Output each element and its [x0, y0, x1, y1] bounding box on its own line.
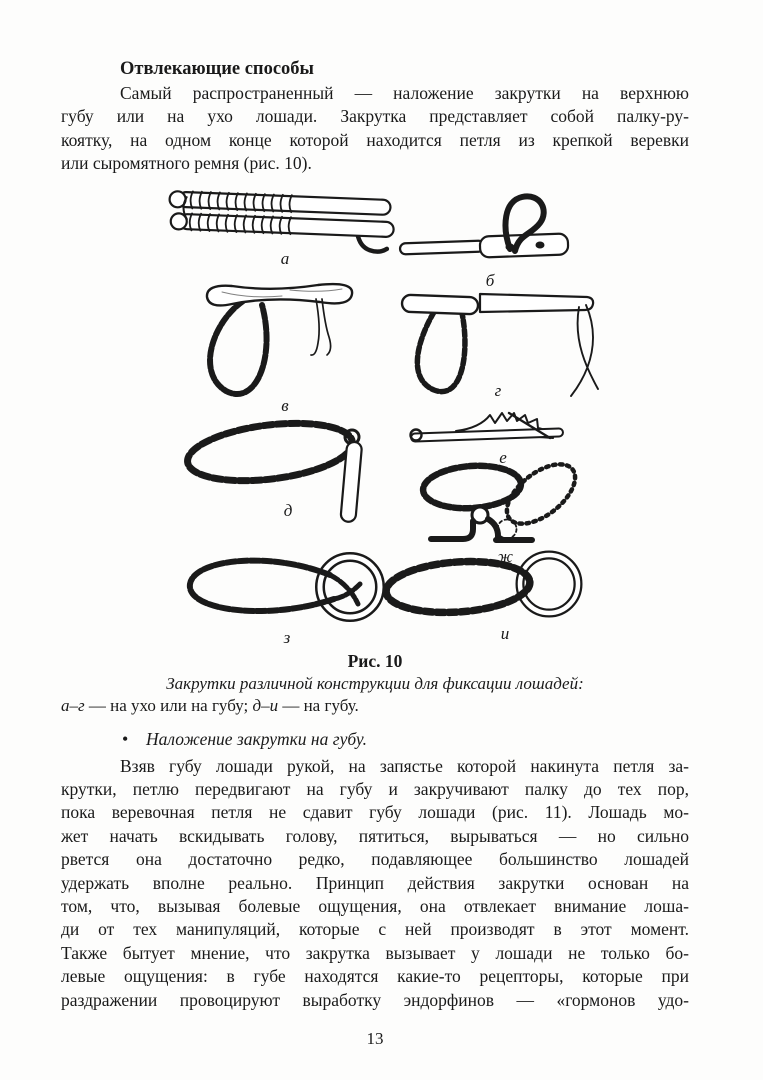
figure-label-g: г: [494, 380, 502, 400]
paragraph-line: ди от тех манипуляций, которые с ней производят в этот момент.: [61, 919, 689, 940]
twitch-v-drawing: [207, 284, 352, 394]
paragraph-line: раздражении провоцируют выработку эндорфинов — «гормонов удо-: [61, 989, 689, 1010]
figure-label-zh: ж: [497, 546, 513, 566]
paragraph-line: коятку, на одном конце которой находится петля из крепкой веревки: [61, 129, 689, 150]
figure-label-d: д: [283, 500, 293, 520]
legend-range-1: а–г: [61, 695, 85, 715]
figure-label-z: з: [283, 627, 291, 647]
twitch-a-drawing: [168, 190, 395, 252]
paragraph-line: жет начать вскидывать голову, пятиться, вырываться — но сильно: [61, 825, 689, 846]
figure-label-a: а: [280, 248, 290, 268]
figure-title: Рис. 10: [347, 650, 403, 671]
figure-label-e: е: [499, 447, 507, 467]
paragraph-line: том, что, вызывая болевые ощущения, она отвлекает внимание лоша-: [61, 896, 689, 917]
legend-text-1: — на ухо или на губу;: [84, 695, 253, 715]
legend-range-2: д–и: [252, 695, 279, 715]
figure-label-b: б: [485, 270, 495, 290]
figure-10: [61, 176, 689, 650]
paragraph-line: пока веревочная петля не сдавит губу лошади (рис. 11). Лошадь мо-: [61, 802, 689, 823]
figure-subtitle: Закрутки различной конструкции для фиксации лошадей:: [166, 673, 584, 693]
bullet-icon: •: [122, 728, 129, 749]
paragraph-line: Самый распространенный — наложение закрутки на верхнюю: [120, 83, 689, 103]
legend-text-2: — на губу.: [278, 695, 359, 715]
paragraph-2: [61, 755, 689, 1012]
paragraph-line: левые ощущения: в губе находятся какие-то рецепторы, которые при: [61, 966, 689, 987]
page-number: 13: [366, 1029, 384, 1049]
paragraph-line: Взяв губу лошади рукой, на запястье которой накинута петля за-: [120, 755, 689, 776]
paragraph-line: рвется она достаточно редко, подавляющее большинство лошадей: [61, 849, 689, 870]
twitch-z-drawing: [190, 557, 380, 617]
twitch-d-drawing: [184, 415, 362, 522]
section-heading: Отвлекающие способы: [120, 59, 314, 79]
paragraph-line: удержать вполне реально. Принцип действия закрутки основан на: [61, 872, 689, 893]
twitch-b-drawing: [400, 196, 569, 257]
paragraph-line: губу или на ухо лошади. Закрутка представляет собой палку-ру-: [61, 106, 689, 127]
bullet-item-label: Наложение закрутки на губу.: [146, 728, 367, 749]
bullet-item: [61, 727, 689, 751]
paragraph-line: или сыромятного ремня (рис. 10).: [61, 153, 312, 174]
paragraph-line: Также бытует мнение, что закрутка вызывает у лошади не только бо-: [61, 942, 689, 963]
paragraph-1: [61, 82, 689, 176]
figure-label-v: в: [281, 395, 289, 415]
page-content: [61, 0, 689, 1050]
twitch-i-drawing: [384, 555, 578, 617]
twitch-e-drawing: [411, 413, 564, 442]
figure-10-illustration: [150, 185, 610, 651]
figure-label-i: и: [500, 623, 510, 643]
paragraph-line: крутки, петлю передвигают на губу и закручивают палку до тех пор,: [61, 779, 689, 800]
figure-legend: [61, 695, 689, 717]
